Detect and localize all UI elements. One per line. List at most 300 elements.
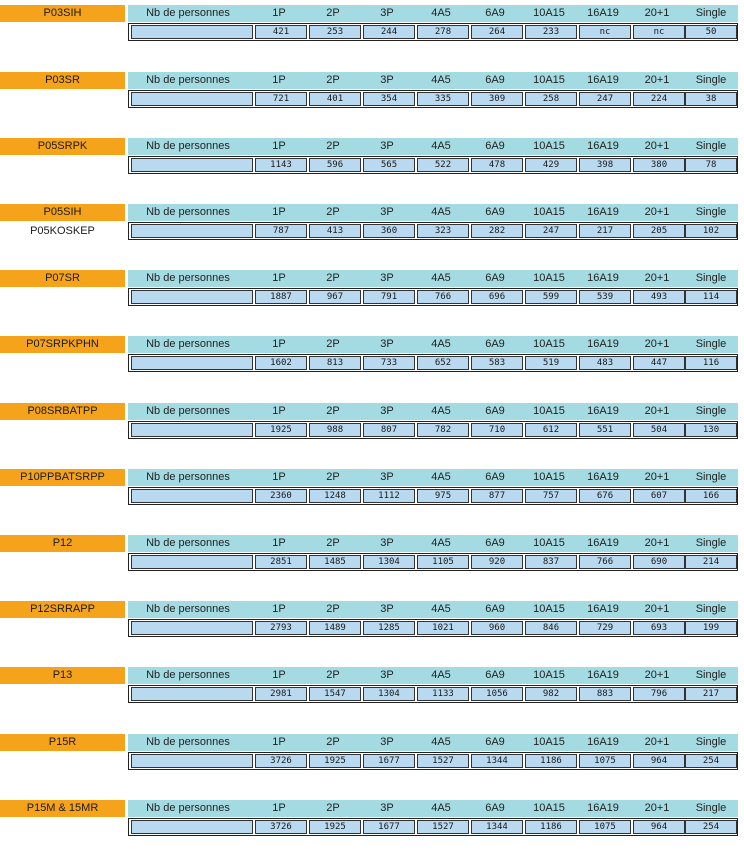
- value-cell: 1677: [363, 820, 415, 834]
- value-cell: 354: [363, 92, 415, 106]
- header-column-label: 1P: [272, 272, 286, 284]
- header-column-label: 4A5: [431, 603, 451, 615]
- value-cell: 1248: [309, 489, 361, 503]
- header-column-label: 16A19: [587, 603, 619, 615]
- header-column-label: 4A5: [431, 7, 451, 19]
- value-cell: 565: [363, 158, 415, 172]
- header-column-label: 2P: [326, 471, 340, 483]
- header-column-label: 1P: [272, 74, 286, 86]
- value-cell: 413: [309, 224, 361, 238]
- header-column-label: 3P: [380, 7, 394, 19]
- header-column-label: 4A5: [431, 802, 451, 814]
- header-persons-label: Nb de personnes: [146, 338, 230, 350]
- header-column-label: 20+1: [644, 471, 670, 483]
- value-cell: 247: [525, 224, 577, 238]
- value-cell: 813: [309, 356, 361, 370]
- header-column-label: 6A9: [485, 338, 505, 350]
- value-cell: 652: [417, 356, 469, 370]
- value-cell: 1925: [309, 754, 361, 768]
- header-column-label: 2P: [326, 537, 340, 549]
- header-column-label: 2P: [326, 669, 340, 681]
- value-cell: 975: [417, 489, 469, 503]
- header-column-label: 1P: [272, 802, 286, 814]
- value-row: [128, 354, 738, 372]
- persons-cell: [131, 555, 253, 569]
- header-persons-label: Nb de personnes: [146, 669, 230, 681]
- value-cell: 883: [579, 687, 631, 701]
- header-column-label: 1P: [272, 140, 286, 152]
- header-column-label: 10A15: [533, 603, 565, 615]
- header-column-label: 3P: [380, 603, 394, 615]
- value-cell: 766: [417, 290, 469, 304]
- header-column-label: 1P: [272, 405, 286, 417]
- value-cell: 3726: [255, 820, 307, 834]
- value-cell: 607: [633, 489, 685, 503]
- header-column-label: Single: [695, 537, 727, 549]
- product-code-secondary: [0, 685, 125, 703]
- value-row: [128, 487, 738, 505]
- value-cell: 166: [685, 489, 737, 503]
- value-cell: 1112: [363, 489, 415, 503]
- header-column-label: 2P: [326, 405, 340, 417]
- value-cell: 205: [633, 224, 685, 238]
- product-code-secondary: [0, 421, 125, 439]
- product-code-secondary: [0, 752, 125, 770]
- value-cell: 757: [525, 489, 577, 503]
- value-cell: 1186: [525, 820, 577, 834]
- header-persons-label: Nb de personnes: [146, 603, 230, 615]
- header-column-label: 1P: [272, 206, 286, 218]
- value-cell: 690: [633, 555, 685, 569]
- product-code: P15R: [0, 734, 125, 751]
- product-code-secondary: [0, 156, 125, 174]
- value-cell: 796: [633, 687, 685, 701]
- header-column-label: 2P: [326, 7, 340, 19]
- persons-cell: [131, 158, 253, 172]
- value-row: [128, 553, 738, 571]
- value-cell: 1925: [309, 820, 361, 834]
- header-column-label: 16A19: [587, 338, 619, 350]
- price-block: [0, 734, 744, 770]
- header-persons-label: Nb de personnes: [146, 206, 230, 218]
- header-column-label: 6A9: [485, 802, 505, 814]
- value-cell: 1133: [417, 687, 469, 701]
- header-column-label: Single: [695, 206, 727, 218]
- header-column-label: 20+1: [644, 537, 670, 549]
- header-column-label: Single: [695, 7, 727, 19]
- header-column-label: 1P: [272, 537, 286, 549]
- header-column-label: 20+1: [644, 206, 670, 218]
- header-column-label: 10A15: [533, 669, 565, 681]
- header-column-label: 20+1: [644, 669, 670, 681]
- value-cell: 1887: [255, 290, 307, 304]
- header-column-label: 3P: [380, 74, 394, 86]
- header-column-label: 10A15: [533, 272, 565, 284]
- persons-cell: [131, 224, 253, 238]
- header-column-label: 3P: [380, 140, 394, 152]
- persons-cell: [131, 820, 253, 834]
- value-cell: 493: [633, 290, 685, 304]
- price-block: [0, 667, 744, 703]
- value-cell: 253: [309, 25, 361, 39]
- price-block: [0, 72, 744, 108]
- header-column-label: Single: [695, 669, 727, 681]
- value-cell: 309: [471, 92, 523, 106]
- product-code: P05SIH: [0, 204, 125, 221]
- value-cell: 478: [471, 158, 523, 172]
- header-column-label: 4A5: [431, 338, 451, 350]
- header-column-label: 4A5: [431, 405, 451, 417]
- value-cell: 1056: [471, 687, 523, 701]
- value-cell: 599: [525, 290, 577, 304]
- product-code: P10PPBATSRPP: [0, 469, 125, 486]
- header-persons-label: Nb de personnes: [146, 405, 230, 417]
- header-column-label: 10A15: [533, 7, 565, 19]
- value-row: [128, 288, 738, 306]
- value-cell: 1105: [417, 555, 469, 569]
- product-code-secondary: [0, 288, 125, 306]
- value-cell: 335: [417, 92, 469, 106]
- value-cell: 846: [525, 621, 577, 635]
- header-column-label: 4A5: [431, 74, 451, 86]
- value-cell: 1304: [363, 555, 415, 569]
- header-column-label: 6A9: [485, 272, 505, 284]
- value-cell: 2360: [255, 489, 307, 503]
- value-cell: 1485: [309, 555, 361, 569]
- persons-cell: [131, 25, 253, 39]
- value-cell: 504: [633, 423, 685, 437]
- header-column-label: Single: [695, 338, 727, 350]
- header-column-label: 3P: [380, 405, 394, 417]
- product-code: P12SRRAPP: [0, 601, 125, 618]
- header-column-label: 16A19: [587, 471, 619, 483]
- value-cell: 2981: [255, 687, 307, 701]
- header-column-label: 1P: [272, 603, 286, 615]
- value-cell: 282: [471, 224, 523, 238]
- value-row: [128, 90, 738, 108]
- value-cell: 1925: [255, 423, 307, 437]
- header-column-label: 16A19: [587, 802, 619, 814]
- value-cell: 224: [633, 92, 685, 106]
- header-column-label: 1P: [272, 669, 286, 681]
- value-cell: 1527: [417, 820, 469, 834]
- value-cell: 733: [363, 356, 415, 370]
- persons-cell: [131, 754, 253, 768]
- header-column-label: 20+1: [644, 802, 670, 814]
- header-persons-label: Nb de personnes: [146, 471, 230, 483]
- header-column-label: 2P: [326, 206, 340, 218]
- value-cell: 217: [685, 687, 737, 701]
- persons-cell: [131, 356, 253, 370]
- persons-cell: [131, 290, 253, 304]
- product-code-secondary: [0, 23, 125, 41]
- value-row: [128, 23, 738, 41]
- value-cell: 676: [579, 489, 631, 503]
- header-column-label: 10A15: [533, 74, 565, 86]
- price-block: [0, 5, 744, 41]
- header-column-label: Single: [695, 405, 727, 417]
- header-column-label: 16A19: [587, 272, 619, 284]
- product-code-secondary: [0, 619, 125, 637]
- header-persons-label: Nb de personnes: [146, 74, 230, 86]
- value-cell: 247: [579, 92, 631, 106]
- header-column-label: 16A19: [587, 405, 619, 417]
- product-code-secondary: [0, 818, 125, 836]
- header-column-label: 6A9: [485, 669, 505, 681]
- header-column-label: 20+1: [644, 272, 670, 284]
- value-cell: 278: [417, 25, 469, 39]
- value-cell: 967: [309, 290, 361, 304]
- header-column-label: 2P: [326, 74, 340, 86]
- header-column-label: 10A15: [533, 736, 565, 748]
- header-column-label: 20+1: [644, 7, 670, 19]
- header-column-label: 10A15: [533, 405, 565, 417]
- value-cell: 2793: [255, 621, 307, 635]
- value-cell: 102: [685, 224, 737, 238]
- value-cell: 1489: [309, 621, 361, 635]
- value-cell: 483: [579, 356, 631, 370]
- value-cell: 837: [525, 555, 577, 569]
- value-row: [128, 818, 738, 836]
- value-cell: 920: [471, 555, 523, 569]
- header-column-label: 20+1: [644, 603, 670, 615]
- value-cell: 1285: [363, 621, 415, 635]
- product-code: P05SRPK: [0, 138, 125, 155]
- value-cell: 244: [363, 25, 415, 39]
- header-persons-label: Nb de personnes: [146, 537, 230, 549]
- header-column-label: 10A15: [533, 140, 565, 152]
- product-code: P12: [0, 535, 125, 552]
- header-column-label: 20+1: [644, 140, 670, 152]
- price-block: [0, 270, 744, 306]
- value-cell: 693: [633, 621, 685, 635]
- value-cell: 50: [685, 25, 737, 39]
- header-column-label: 20+1: [644, 338, 670, 350]
- value-cell: 696: [471, 290, 523, 304]
- value-cell: 323: [417, 224, 469, 238]
- value-cell: 254: [685, 754, 737, 768]
- value-cell: 522: [417, 158, 469, 172]
- header-column-label: 6A9: [485, 405, 505, 417]
- value-cell: 539: [579, 290, 631, 304]
- header-column-label: 6A9: [485, 140, 505, 152]
- product-code: P08SRBATPP: [0, 403, 125, 420]
- value-cell: 583: [471, 356, 523, 370]
- header-column-label: 6A9: [485, 736, 505, 748]
- header-column-label: 1P: [272, 338, 286, 350]
- header-column-label: 6A9: [485, 206, 505, 218]
- value-cell: 1344: [471, 754, 523, 768]
- value-cell: 217: [579, 224, 631, 238]
- header-column-label: 16A19: [587, 74, 619, 86]
- value-cell: 782: [417, 423, 469, 437]
- persons-cell: [131, 489, 253, 503]
- header-column-label: 2P: [326, 603, 340, 615]
- value-cell: 982: [525, 687, 577, 701]
- header-column-label: Single: [695, 140, 727, 152]
- product-code: P03SIH: [0, 5, 125, 22]
- header-column-label: 6A9: [485, 603, 505, 615]
- value-cell: 401: [309, 92, 361, 106]
- value-cell: 807: [363, 423, 415, 437]
- header-persons-label: Nb de personnes: [146, 736, 230, 748]
- value-cell: 233: [525, 25, 577, 39]
- header-column-label: 6A9: [485, 537, 505, 549]
- value-cell: 1677: [363, 754, 415, 768]
- value-cell: 114: [685, 290, 737, 304]
- value-cell: 199: [685, 621, 737, 635]
- value-cell: 421: [255, 25, 307, 39]
- value-cell: 1186: [525, 754, 577, 768]
- value-cell: 710: [471, 423, 523, 437]
- value-cell: 1304: [363, 687, 415, 701]
- header-column-label: 3P: [380, 537, 394, 549]
- header-column-label: 4A5: [431, 736, 451, 748]
- value-cell: 729: [579, 621, 631, 635]
- persons-cell: [131, 92, 253, 106]
- value-cell: 612: [525, 423, 577, 437]
- header-column-label: 10A15: [533, 338, 565, 350]
- value-cell: 988: [309, 423, 361, 437]
- price-block: [0, 204, 744, 240]
- product-code: P07SRPKPHN: [0, 336, 125, 353]
- value-cell: 1344: [471, 820, 523, 834]
- value-cell: 1527: [417, 754, 469, 768]
- value-cell: 964: [633, 754, 685, 768]
- header-column-label: 1P: [272, 736, 286, 748]
- value-cell: 254: [685, 820, 737, 834]
- header-column-label: 3P: [380, 802, 394, 814]
- header-column-label: 4A5: [431, 140, 451, 152]
- price-block: [0, 601, 744, 637]
- header-column-label: 6A9: [485, 471, 505, 483]
- header-persons-label: Nb de personnes: [146, 140, 230, 152]
- header-column-label: 10A15: [533, 537, 565, 549]
- header-column-label: 16A19: [587, 140, 619, 152]
- value-cell: 130: [685, 423, 737, 437]
- header-column-label: 20+1: [644, 74, 670, 86]
- value-cell: 519: [525, 356, 577, 370]
- product-code: P13: [0, 667, 125, 684]
- header-column-label: 2P: [326, 802, 340, 814]
- price-block: [0, 336, 744, 372]
- price-block: [0, 403, 744, 439]
- persons-cell: [131, 423, 253, 437]
- value-cell: 3726: [255, 754, 307, 768]
- price-block: [0, 535, 744, 571]
- header-column-label: 3P: [380, 471, 394, 483]
- header-column-label: 3P: [380, 736, 394, 748]
- value-row: [128, 222, 738, 240]
- value-cell: 787: [255, 224, 307, 238]
- header-column-label: Single: [695, 603, 727, 615]
- value-cell: 766: [579, 555, 631, 569]
- header-column-label: Single: [695, 736, 727, 748]
- value-cell: 1602: [255, 356, 307, 370]
- header-column-label: 16A19: [587, 7, 619, 19]
- product-code: P07SR: [0, 270, 125, 287]
- header-column-label: 16A19: [587, 736, 619, 748]
- header-column-label: 20+1: [644, 405, 670, 417]
- value-cell: 264: [471, 25, 523, 39]
- value-cell: 78: [685, 158, 737, 172]
- price-block: [0, 800, 744, 836]
- value-cell: 960: [471, 621, 523, 635]
- header-column-label: 1P: [272, 471, 286, 483]
- header-column-label: 3P: [380, 206, 394, 218]
- value-cell: 721: [255, 92, 307, 106]
- value-cell: 877: [471, 489, 523, 503]
- value-row: [128, 685, 738, 703]
- value-cell: 551: [579, 423, 631, 437]
- header-column-label: 16A19: [587, 669, 619, 681]
- header-column-label: 4A5: [431, 471, 451, 483]
- header-column-label: 4A5: [431, 669, 451, 681]
- header-column-label: Single: [695, 74, 727, 86]
- header-column-label: 10A15: [533, 471, 565, 483]
- value-cell: 360: [363, 224, 415, 238]
- value-cell: 1075: [579, 754, 631, 768]
- header-persons-label: Nb de personnes: [146, 272, 230, 284]
- value-row: [128, 619, 738, 637]
- value-cell: 116: [685, 356, 737, 370]
- header-column-label: 2P: [326, 338, 340, 350]
- product-code-secondary: [0, 553, 125, 571]
- header-column-label: 10A15: [533, 206, 565, 218]
- value-cell: nc: [633, 25, 685, 39]
- value-cell: 38: [685, 92, 737, 106]
- header-column-label: 1P: [272, 7, 286, 19]
- product-code-secondary: [0, 487, 125, 505]
- value-cell: 398: [579, 158, 631, 172]
- header-column-label: 2P: [326, 736, 340, 748]
- product-code-secondary: P05KOSKEP: [30, 225, 95, 237]
- product-code: P15M & 15MR: [0, 800, 125, 817]
- header-column-label: Single: [695, 272, 727, 284]
- header-column-label: 6A9: [485, 7, 505, 19]
- header-column-label: Single: [695, 802, 727, 814]
- value-cell: 1143: [255, 158, 307, 172]
- value-cell: nc: [579, 25, 631, 39]
- header-column-label: 2P: [326, 140, 340, 152]
- header-column-label: 4A5: [431, 537, 451, 549]
- value-cell: 2851: [255, 555, 307, 569]
- header-column-label: 3P: [380, 669, 394, 681]
- header-column-label: 16A19: [587, 537, 619, 549]
- header-column-label: 20+1: [644, 736, 670, 748]
- header-column-label: 2P: [326, 272, 340, 284]
- header-persons-label: Nb de personnes: [146, 802, 230, 814]
- value-row: [128, 752, 738, 770]
- value-cell: 1075: [579, 820, 631, 834]
- price-block: [0, 469, 744, 505]
- value-cell: 447: [633, 356, 685, 370]
- value-row: [128, 421, 738, 439]
- value-cell: 964: [633, 820, 685, 834]
- value-cell: 380: [633, 158, 685, 172]
- header-column-label: 3P: [380, 272, 394, 284]
- value-cell: 1547: [309, 687, 361, 701]
- persons-cell: [131, 687, 253, 701]
- header-column-label: 6A9: [485, 74, 505, 86]
- header-column-label: 4A5: [431, 272, 451, 284]
- product-code-secondary: [0, 354, 125, 372]
- value-cell: 596: [309, 158, 361, 172]
- persons-cell: [131, 621, 253, 635]
- value-cell: 1021: [417, 621, 469, 635]
- header-column-label: 3P: [380, 338, 394, 350]
- value-row: [128, 156, 738, 174]
